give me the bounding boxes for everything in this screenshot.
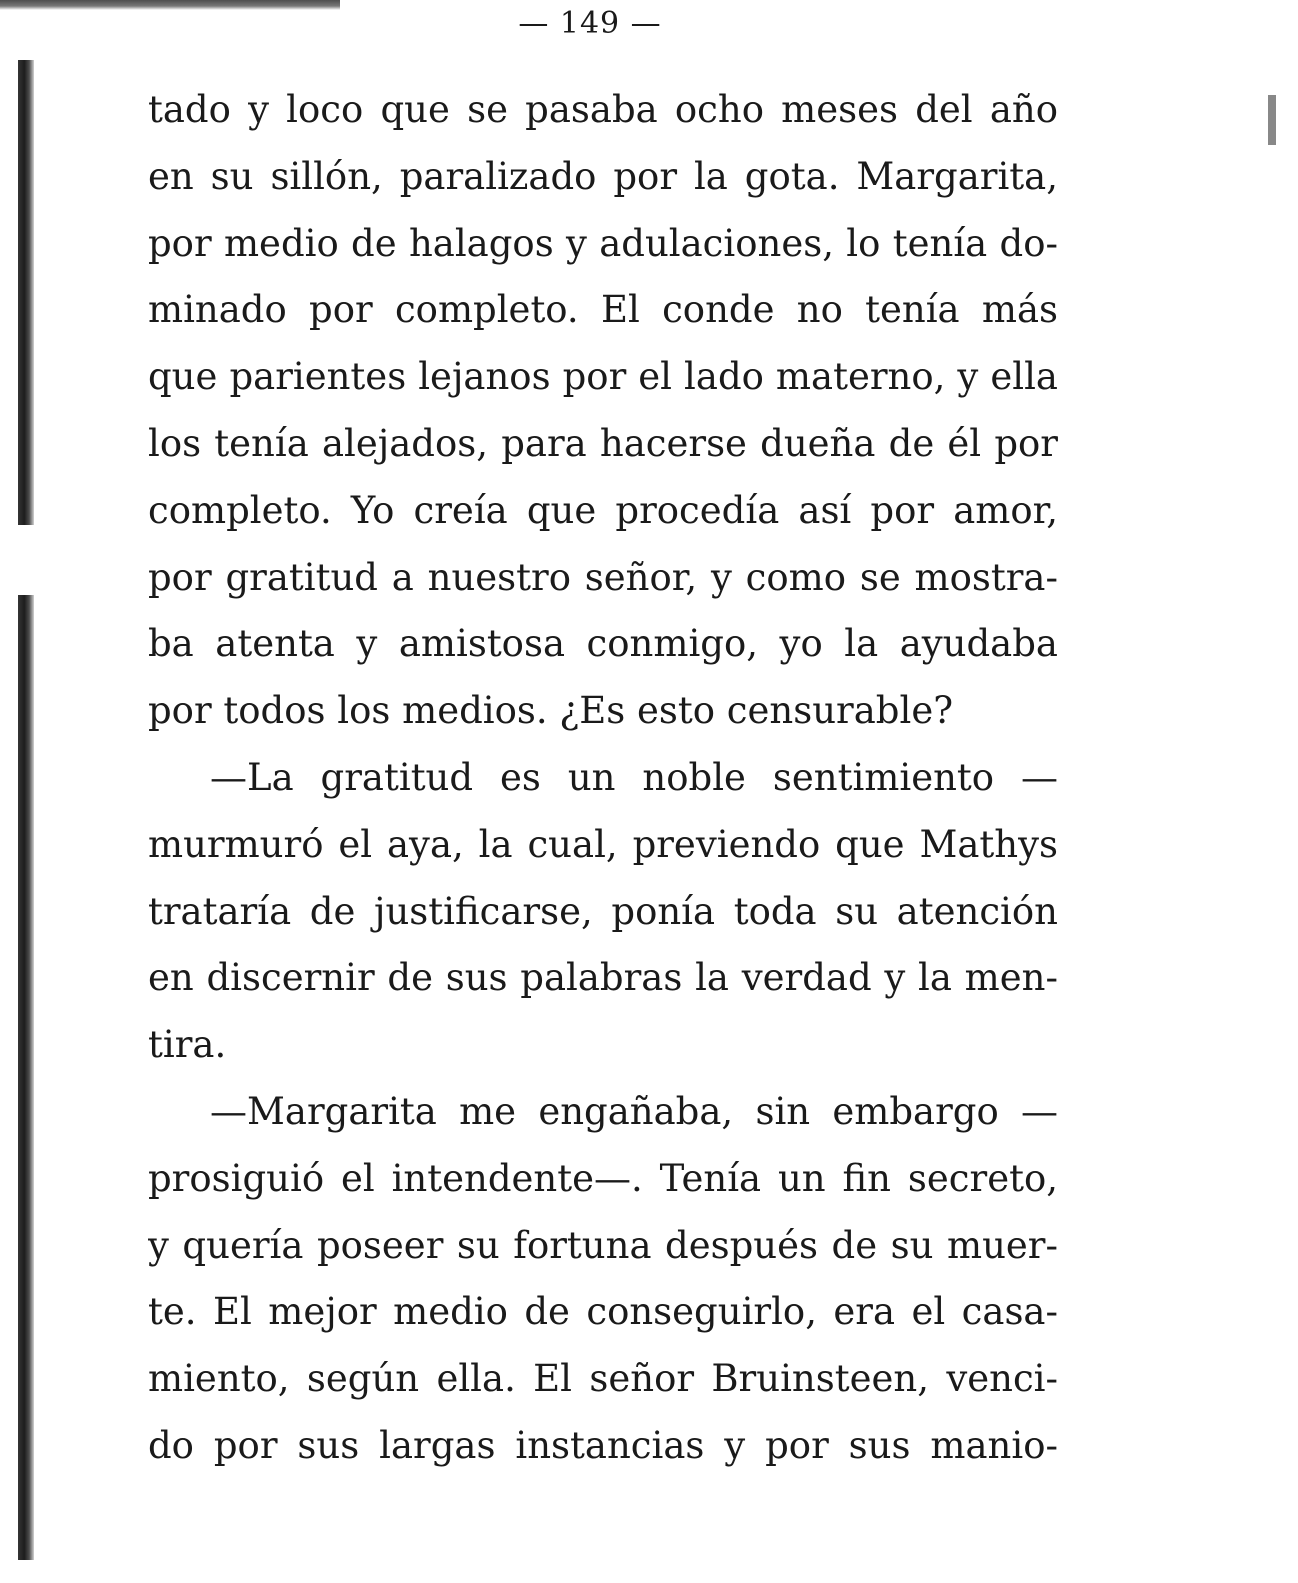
- text-line: minado por completo. El conde no tenía más: [148, 288, 1058, 332]
- text-line: murmuró el aya, la cual, previendo que Mathys: [148, 822, 1058, 866]
- text-line: por gratitud a nuestro señor, y como se mostra-: [148, 555, 1058, 599]
- text-line: por todos los medios. ¿Es esto censurable?: [148, 689, 954, 733]
- text-line-dialogue-start: —La gratitud es un noble sentimiento —: [210, 755, 1058, 799]
- text-line: miento, según ella. El señor Bruinsteen, venci-: [148, 1357, 1058, 1401]
- text-line: y quería poseer su fortuna después de su muer-: [148, 1223, 1058, 1267]
- text-line: trataría de justificarse, ponía toda su atención: [148, 889, 1058, 933]
- body-text: [148, 77, 1058, 1480]
- text-line: tado y loco que se pasaba ocho meses del año: [148, 88, 1058, 131]
- text-line-dialogue-start: —Margarita me engañaba, sin embargo —: [210, 1089, 1058, 1133]
- text-line: completo. Yo creía que procedía así por amor,: [148, 488, 1058, 532]
- text-line: por medio de halagos y adulaciones, lo tenía do-: [148, 221, 1058, 265]
- scan-right-mark: [1268, 95, 1276, 145]
- page-number: — 149 —: [518, 6, 662, 41]
- text-line: do por sus largas instancias y por sus manio-: [148, 1423, 1058, 1467]
- text-line: en su sillón, paralizado por la gota. Margarita,: [148, 154, 1058, 198]
- text-line: tira.: [148, 1023, 227, 1067]
- scan-binding-edge: [18, 60, 34, 1560]
- text-line: te. El mejor medio de conseguirlo, era el casa-: [148, 1290, 1058, 1334]
- binding-gap: [12, 525, 42, 595]
- text-line: prosiguió el intendente—. Tenía un fin secreto,: [148, 1156, 1058, 1200]
- text-line: ba atenta y amistosa conmigo, yo la ayudaba: [148, 622, 1058, 666]
- text-line: los tenía alejados, para hacerse dueña de él por: [148, 421, 1058, 465]
- text-line: que parientes lejanos por el lado materno, y ella: [148, 355, 1058, 399]
- text-line: en discernir de sus palabras la verdad y la men-: [148, 956, 1058, 1000]
